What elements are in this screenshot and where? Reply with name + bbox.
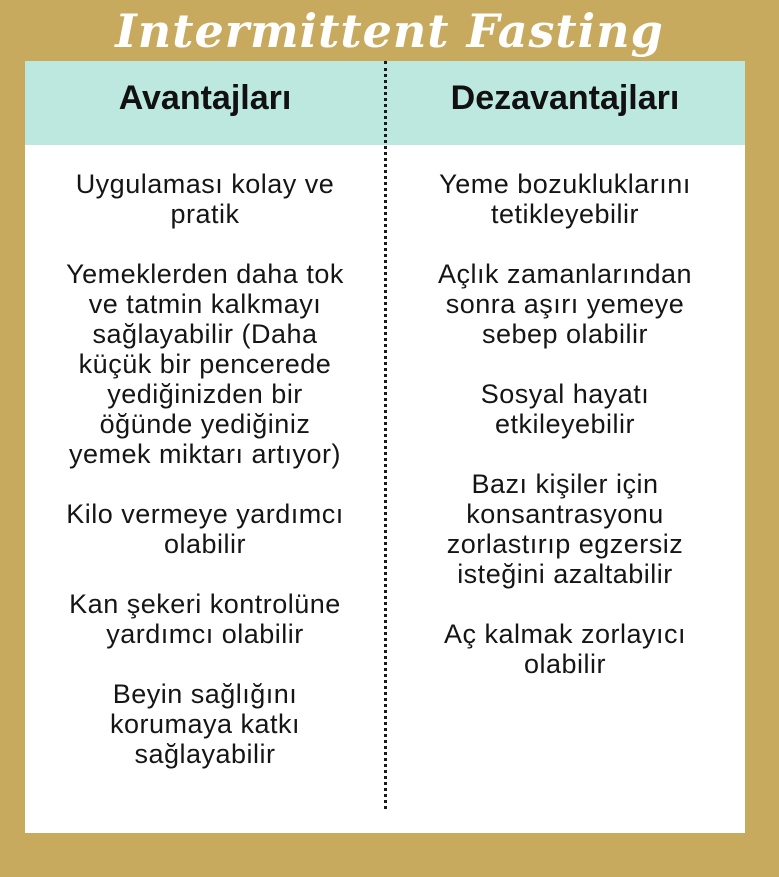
list-item-line: etkileyebilir [494, 409, 636, 439]
list-item [25, 499, 385, 559]
list-item-line: zorlastırıp egzersiz [446, 529, 684, 559]
list-item-line: ve tatmin kalkmayı [88, 289, 322, 319]
list-item-line: küçük bir pencerede [78, 349, 332, 379]
list-item-line: yediğinizden bir [107, 379, 303, 409]
list-item-line: Aç kalmak zorlayıcı [443, 619, 687, 649]
cons-header: Dezavantajları [450, 79, 680, 117]
list-item-line: yemek miktarı artıyor) [68, 439, 342, 469]
list-item [385, 619, 745, 679]
pros-list [25, 169, 385, 799]
list-item-line: olabilir [163, 529, 247, 559]
list-item-line: sonra aşırı yemeye [445, 289, 685, 319]
list-item-line: Kilo vermeye yardımcı [66, 499, 344, 529]
list-item [385, 259, 745, 349]
list-item [385, 169, 745, 229]
list-item-line: Açlık zamanlarından [437, 259, 693, 289]
list-item-line: öğünde yediğiniz [99, 409, 311, 439]
list-item-line: sebep olabilir [481, 319, 649, 349]
list-item-line: isteğini azaltabilir [457, 559, 673, 589]
list-item-line: yardımcı olabilir [106, 619, 304, 649]
cons-list [385, 169, 745, 709]
list-item-line: Beyin sağlığını [112, 679, 298, 709]
comparison-card [25, 61, 745, 833]
list-item-line: konsantrasyonu [466, 499, 664, 529]
list-item-line: pratik [170, 199, 240, 229]
list-item-line: olabilir [523, 649, 607, 679]
page-title: Intermittent Fasting [115, 4, 664, 58]
list-item-line: Sosyal hayatı [480, 379, 650, 409]
list-item-line: sağlayabilir (Daha [92, 319, 318, 349]
list-item [25, 679, 385, 769]
pros-header: Avantajları [118, 79, 292, 117]
list-item-line: Yemeklerden daha tok [66, 259, 344, 289]
list-item-line: korumaya katkı [109, 709, 301, 739]
list-item [385, 379, 745, 439]
list-item-line: tetikleyebilir [490, 199, 640, 229]
list-item [25, 169, 385, 229]
list-item-line: Yeme bozukluklarını [439, 169, 691, 199]
list-item-line: Uygulaması kolay ve [75, 169, 335, 199]
list-item [385, 469, 745, 589]
list-item [25, 259, 385, 469]
list-item [25, 589, 385, 649]
list-item-line: Bazı kişiler için [471, 469, 659, 499]
list-item-line: sağlayabilir [134, 739, 276, 769]
list-item-line: Kan şekeri kontrolüne [69, 589, 341, 619]
